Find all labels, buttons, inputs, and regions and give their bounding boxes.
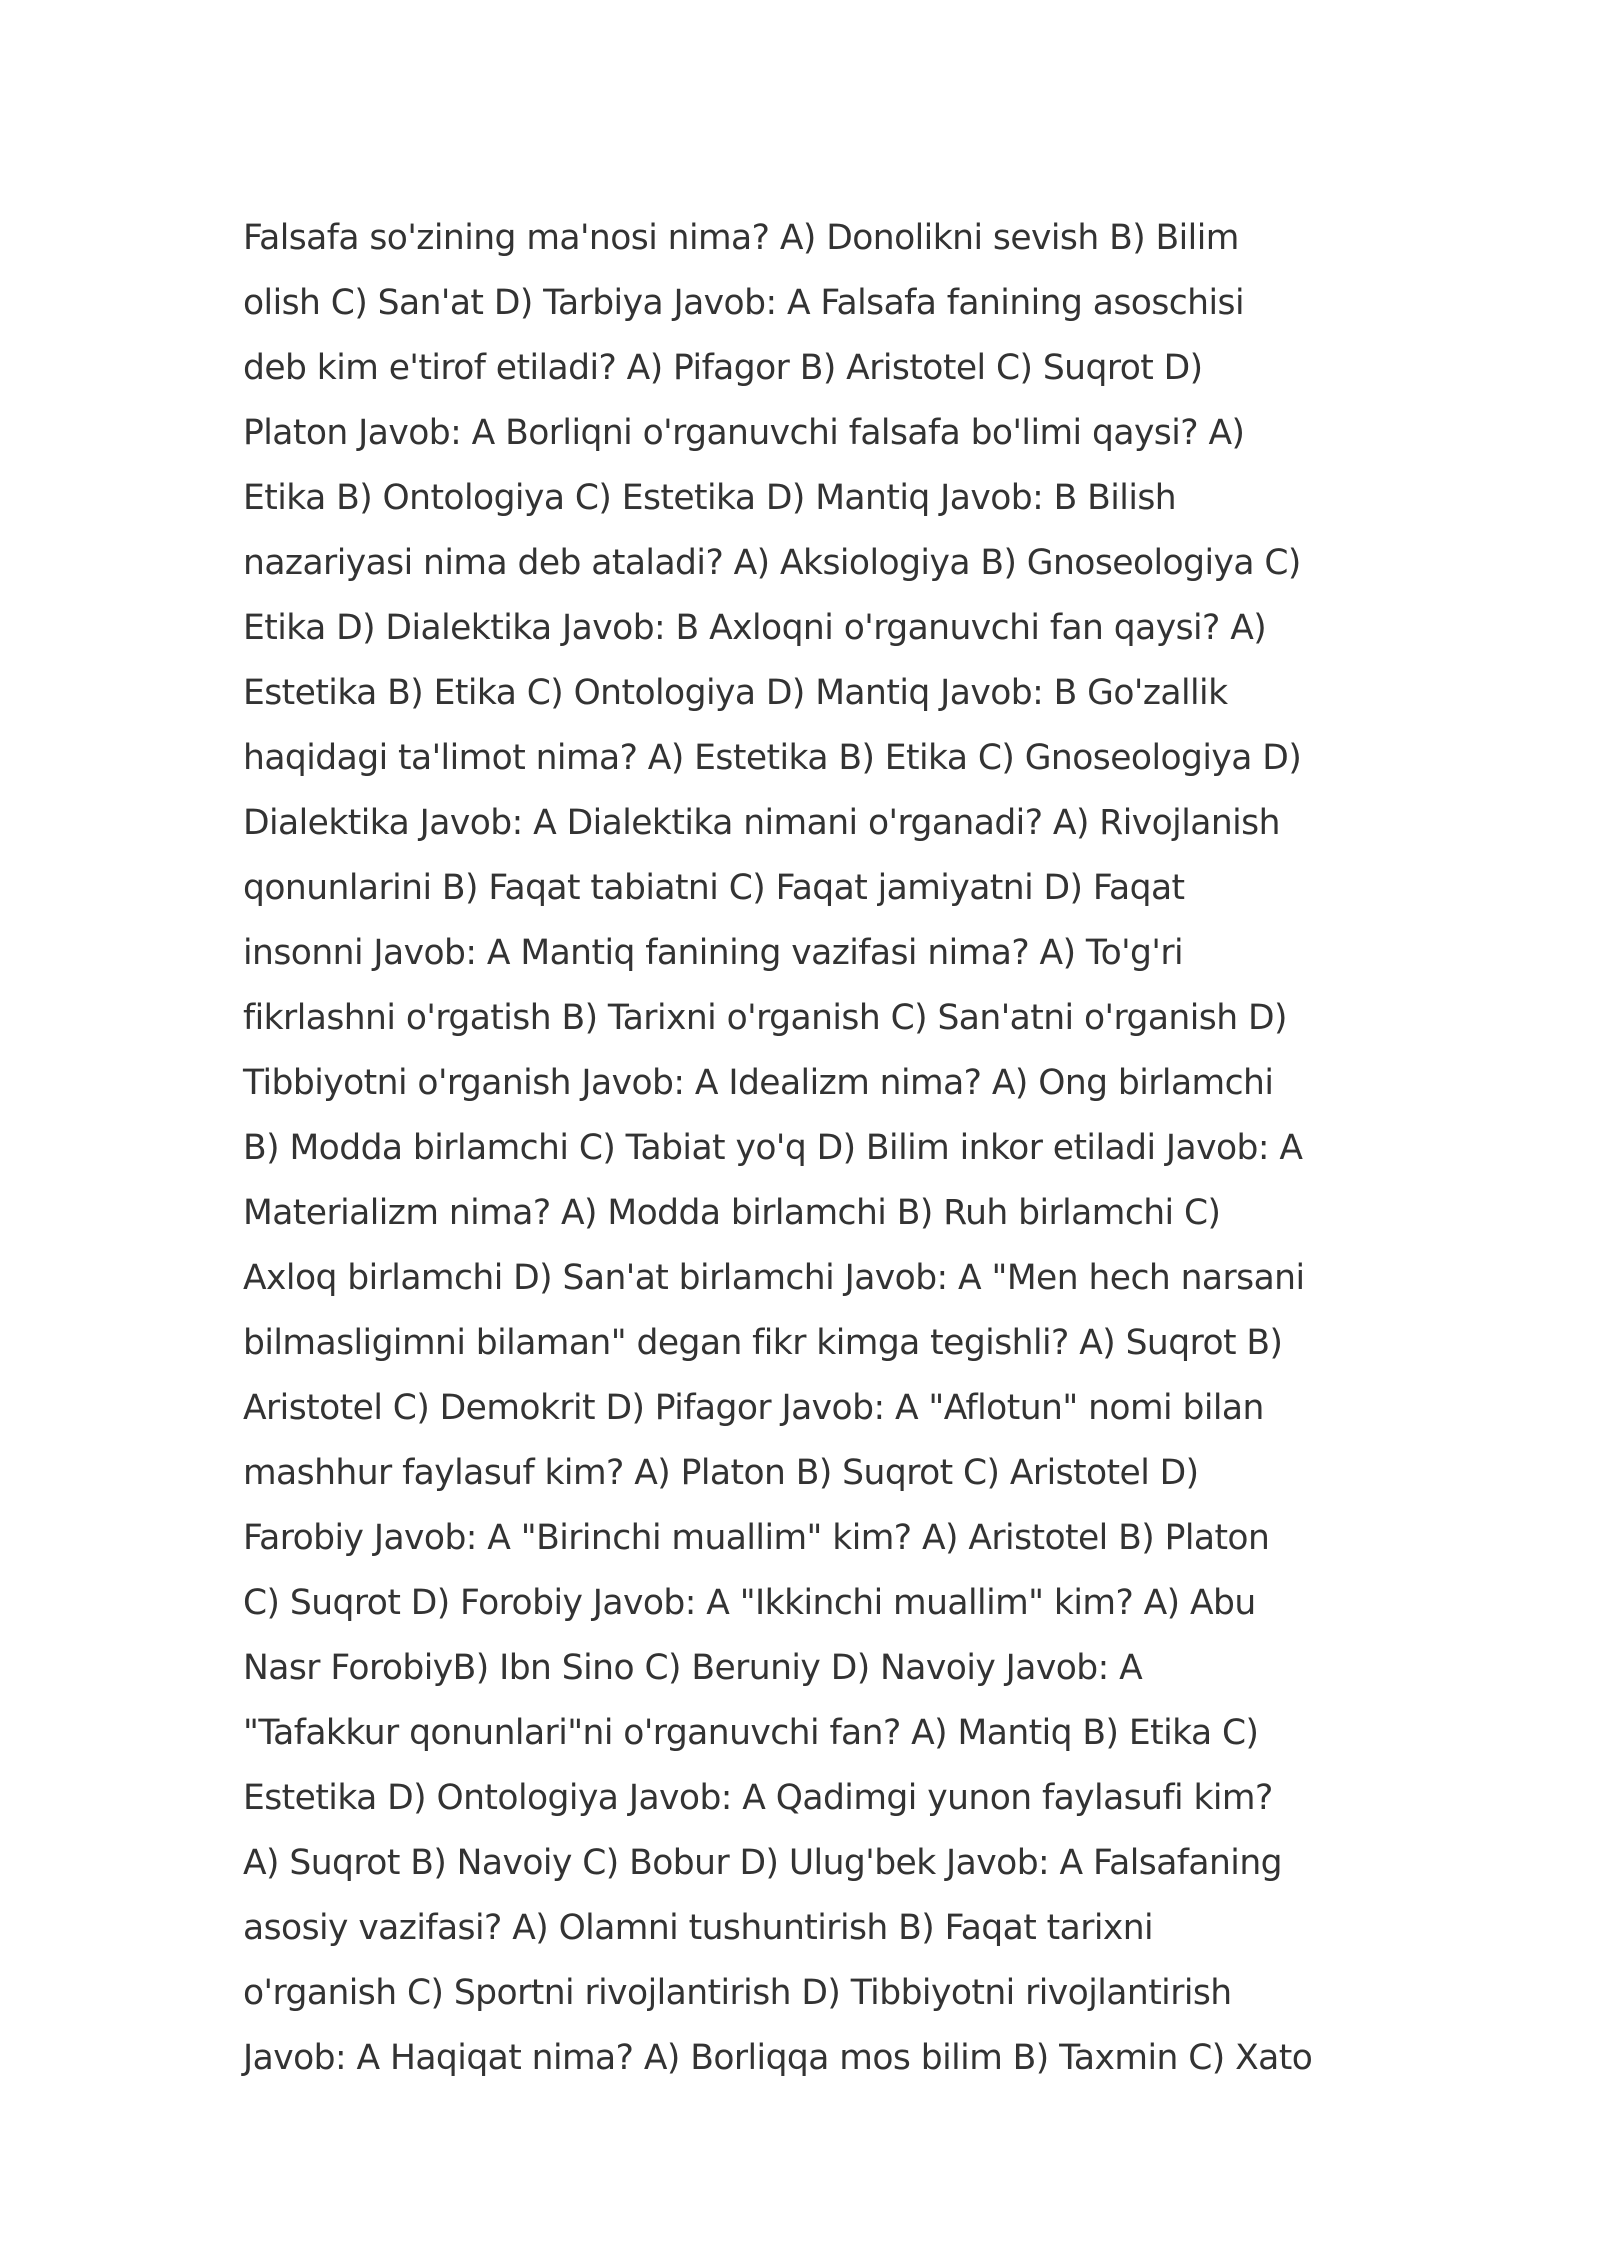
text-line: nazariyasi nima deb ataladi? A) Aksiologiya B) Gnoseologiya C) [243, 543, 1301, 583]
text-line: haqidagi ta'limot nima? A) Estetika B) Etika C) Gnoseologiya D) [243, 738, 1302, 778]
text-line: Estetika D) Ontologiya Javob: A Qadimgi yunon faylasufi kim? [243, 1778, 1273, 1818]
text-line: B) Modda birlamchi C) Tabiat yo'q D) Bilim inkor etiladi Javob: A [243, 1128, 1303, 1168]
text-line: Nasr ForobiyB) Ibn Sino C) Beruniy D) Navoiy Javob: A [243, 1648, 1143, 1688]
text-line: C) Suqrot D) Forobiy Javob: A "Ikkinchi muallim" kim? A) Abu [243, 1583, 1256, 1623]
text-line: insonni Javob: A Mantiq fanining vazifasi nima? A) To'g'ri [243, 933, 1184, 973]
body-text [243, 206, 1383, 2091]
text-line: Etika D) Dialektika Javob: B Axloqni o'rganuvchi fan qaysi? A) [243, 608, 1267, 648]
text-line: asosiy vazifasi? A) Olamni tushuntirish B) Faqat tarixni [243, 1908, 1154, 1948]
text-line: o'rganish C) Sportni rivojlantirish D) Tibbiyotni rivojlantirish [243, 1973, 1232, 2013]
text-line: Platon Javob: A Borliqni o'rganuvchi falsafa bo'limi qaysi? A) [243, 413, 1245, 453]
text-line: "Tafakkur qonunlari"ni o'rganuvchi fan? A) Mantiq B) Etika C) [243, 1713, 1259, 1753]
text-line: Estetika B) Etika C) Ontologiya D) Mantiq Javob: B Go'zallik [243, 673, 1228, 713]
text-line: Materializm nima? A) Modda birlamchi B) Ruh birlamchi C) [243, 1193, 1221, 1233]
text-line: Javob: A Haqiqat nima? A) Borliqqa mos bilim B) Taxmin C) Xato [243, 2038, 1313, 2078]
text-line: A) Suqrot B) Navoiy C) Bobur D) Ulug'bek Javob: A Falsafaning [243, 1843, 1282, 1883]
text-line: bilmasligimni bilaman" degan fikr kimga tegishli? A) Suqrot B) [243, 1323, 1283, 1363]
text-line: Aristotel C) Demokrit D) Pifagor Javob: A "Aflotun" nomi bilan [243, 1388, 1264, 1428]
text-line: olish C) San'at D) Tarbiya Javob: A Falsafa fanining asoschisi [243, 283, 1244, 323]
text-line: Falsafa so'zining ma'nosi nima? A) Donolikni sevish B) Bilim [243, 218, 1239, 258]
text-line: Etika B) Ontologiya C) Estetika D) Mantiq Javob: B Bilish [243, 478, 1177, 518]
text-line: qonunlarini B) Faqat tabiatni C) Faqat jamiyatni D) Faqat [243, 868, 1185, 908]
text-line: Tibbiyotni o'rganish Javob: A Idealizm nima? A) Ong birlamchi [243, 1063, 1274, 1103]
text-line: mashhur faylasuf kim? A) Platon B) Suqrot C) Aristotel D) [243, 1453, 1199, 1493]
text-line: fikrlashni o'rgatish B) Tarixni o'rganish C) San'atni o'rganish D) [243, 998, 1287, 1038]
text-line: Axloq birlamchi D) San'at birlamchi Javob: A "Men hech narsani [243, 1258, 1305, 1298]
text-line: deb kim e'tirof etiladi? A) Pifagor B) Aristotel C) Suqrot D) [243, 348, 1203, 388]
text-line: Dialektika Javob: A Dialektika nimani o'rganadi? A) Rivojlanish [243, 803, 1280, 843]
text-line: Farobiy Javob: A "Birinchi muallim" kim? A) Aristotel B) Platon [243, 1518, 1270, 1558]
